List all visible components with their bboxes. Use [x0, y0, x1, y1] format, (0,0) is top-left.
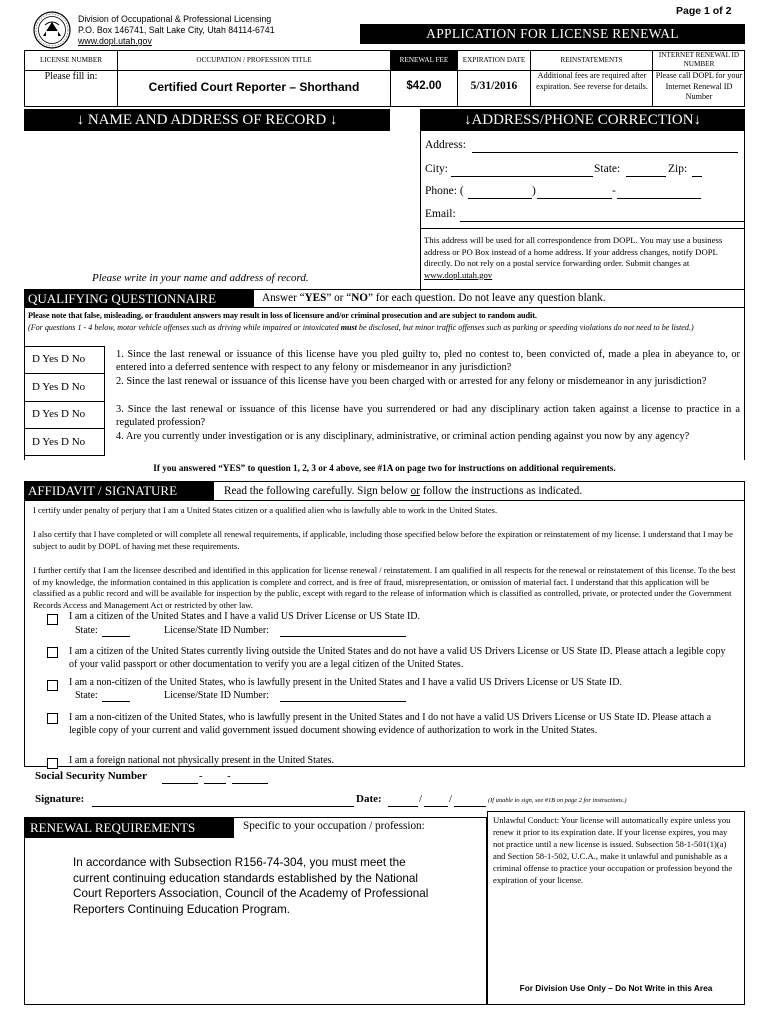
question-2: 2. Since the last renewal or issuance of this license have you been charged with or arrested for any felony or misdemeanor in any jurisdiction? — [116, 376, 707, 387]
option-1-checkbox[interactable] — [47, 614, 58, 625]
affidavit-banner: AFFIDAVIT / SIGNATURE — [24, 481, 214, 501]
questionnaire-banner: QUALIFYING QUESTIONNAIRE — [24, 289, 254, 308]
state-input[interactable] — [626, 176, 666, 177]
ssn-label: Social Security Number — [35, 770, 147, 782]
option-3-checkbox[interactable] — [47, 680, 58, 691]
phone-prefix-input[interactable] — [537, 198, 612, 199]
division-name: Division of Occupational & Professional Licensing — [78, 14, 272, 24]
address-correction-banner: ↓ADDRESS/PHONE CORRECTION↓ — [420, 109, 745, 131]
affidavit-para-1: I certify under penalty of perjury that I am a United States citizen or a qualified alien who is lawfully able to work in the United States. — [33, 505, 498, 515]
address-label: Address: — [425, 139, 466, 151]
affidavit-instruction: Read the following carefully. Sign below or follow the instructions as indicated. — [224, 485, 583, 497]
col-expiration: EXPIRATION DATE — [462, 56, 526, 64]
ssn-dash-2: - — [227, 770, 231, 782]
page-number: Page 1 of 2 — [676, 5, 732, 17]
option-1-license-label: License/State ID Number: — [164, 625, 269, 636]
q4-yes-no[interactable]: D Yes D No — [32, 436, 86, 448]
option-2-text: I am a citizen of the United States currently living outside the United States and do not have a valid US Drivers License or US State ID. Please attach a legible copy of your valid passport or other documentation to verify you are a legal citizen of the United States. — [69, 646, 726, 670]
reinstatements-note: Additional fees are required after expiration. See reverse for details. — [536, 71, 648, 91]
col-reinstatements: REINSTATEMENTS — [560, 56, 623, 64]
signature-note: (If unable to sign, see #1B on page 2 for instructions.) — [488, 797, 627, 804]
phone-paren: ) — [532, 185, 536, 197]
option-1-license-input[interactable] — [280, 636, 406, 637]
occupation-value: Certified Court Reporter – Shorthand — [148, 80, 360, 94]
question-1: 1. Since the last renewal or issuance of this license have you pled guilty to, pled no contest to, been convicted of, made a plea in abeyance to, or entered into a deferred sentence with respect to any felony or misdemeanor in any jurisdiction? — [116, 349, 740, 373]
option-5-text: I am a foreign national not physically present in the United States. — [69, 755, 334, 766]
address-input[interactable] — [472, 152, 738, 153]
yes-followup-note: If you answered “YES” to question 1, 2, 3 or 4 above, see #1A on page two for instructions on additional requirements. — [153, 463, 616, 473]
option-1-state-input[interactable] — [102, 636, 130, 637]
email-input[interactable] — [460, 221, 744, 222]
col-renewal-fee: RENEWAL FEE — [399, 56, 449, 64]
phone-area-input[interactable] — [468, 198, 532, 199]
option-4-text: I am a non-citizen of the United States, who is lawfully present in the United States and I do not have a valid US Drivers License or US State ID. Please attach a legible copy of your current and valid government issued document showing evidence of authorization to work in the United States. — [69, 712, 712, 736]
date-year-input[interactable] — [454, 806, 486, 807]
state-label: State: — [594, 163, 621, 175]
option-5-checkbox[interactable] — [47, 758, 58, 769]
city-input[interactable] — [451, 176, 593, 177]
division-website[interactable]: www.dopl.utah.gov — [78, 36, 152, 46]
option-3-license-label: License/State ID Number: — [164, 690, 269, 701]
option-3-text: I am a non-citizen of the United States, who is lawfully present in the United States and I have a valid US Drivers License or US State ID. — [69, 677, 622, 688]
question-4: 4. Are you currently under investigation or is any disciplinary, administrative, or criminal action pending against you now by any agency? — [116, 431, 690, 442]
date-sep-2: / — [449, 793, 453, 805]
expiration-value: 5/31/2016 — [470, 80, 518, 92]
phone-dash: - — [612, 185, 616, 197]
date-month-input[interactable] — [388, 806, 418, 807]
renewal-requirements-body: In accordance with Subsection R156-74-304, you must meet the current continuing education standards established by the National Court Reporters Association, Council of the Academy of Professional Reporters Continuing Education Program. — [73, 856, 429, 916]
ssn-part-3-input[interactable] — [232, 783, 268, 784]
correction-note-link[interactable]: www.dopl.utah.gov — [424, 269, 493, 280]
questionnaire-note: (For questions 1 - 4 below, motor vehicle offenses such as driving while impaired or intoxicated must be disclosed, but minor traffic offenses such as parking or speeding violations do not need to be listed.) — [28, 323, 694, 332]
renewal-fee-value: $42.00 — [406, 80, 442, 92]
city-label: City: — [425, 163, 449, 175]
q3-yes-no[interactable]: D Yes D No — [32, 408, 86, 420]
col-occupation: OCCUPATION / PROFESSION TITLE — [196, 56, 312, 64]
date-sep-1: / — [419, 793, 423, 805]
email-label: Email: — [425, 208, 456, 220]
option-3-license-input[interactable] — [280, 701, 406, 702]
option-4-checkbox[interactable] — [47, 713, 58, 724]
license-number-value[interactable]: Please fill in: — [44, 71, 98, 82]
q1-yes-no[interactable]: D Yes D No — [32, 353, 86, 365]
correction-note: This address will be used for all correspondence from DOPL. You may use a business address or PO Box instead of a home address. If your address changes, notify DOPL directly. Do not rely on a postal service forwarding order. Submit changes at www.dopl.utah.gov — [424, 235, 723, 280]
ssn-dash-1: - — [199, 770, 203, 782]
ssn-part-2-input[interactable] — [204, 783, 226, 784]
name-address-note: Please write in your name and address of record. — [92, 272, 309, 284]
col-license-number: LICENSE NUMBER — [39, 56, 103, 64]
ssn-part-1-input[interactable] — [162, 783, 198, 784]
renewal-requirements-banner: RENEWAL REQUIREMENTS — [24, 817, 234, 838]
option-2-checkbox[interactable] — [47, 647, 58, 658]
name-address-banner: ↓ NAME AND ADDRESS OF RECORD ↓ — [24, 109, 390, 131]
questionnaire-warning: Please note that false, misleading, or fraudulent answers may result in loss of licensure and/or criminal prosecution and are subject to random audit. — [28, 311, 537, 320]
option-1-text: I am a citizen of the United States and I have a valid US Driver License or US State ID. — [69, 611, 421, 622]
zip-label: Zip: — [668, 163, 688, 175]
affidavit-para-3: I further certify that I am the licensee described and identified in this application for license renewal / reinstatement. I am qualified in all respects for the renewal or reinstatement of this license. To the best of my knowledge, the information contained in this application is complete and correct, and is free of fraud, misrepresentation, or omission of material fact. I understand that this application will be classified as a public record and will be available for inspection by the public, except with regard to the release of information which is classified as controlled, private, or protected under the Government Records Access and Management Act or restricted by other law. — [33, 565, 736, 610]
questionnaire-instruction: Answer “YES” or “NO” for each question. Do not leave any question blank. — [262, 292, 606, 304]
division-address: P.O. Box 146741, Salt Lake City, Utah 84114-6741 — [78, 25, 275, 35]
date-day-input[interactable] — [424, 806, 448, 807]
zip-input[interactable] — [692, 176, 702, 177]
question-3: 3. Since the last renewal or issuance of this license have you surrendered or had any disciplinary action taken against a license to practice in a regulated profession? — [116, 404, 740, 428]
option-3-state-input[interactable] — [102, 701, 130, 702]
form-title: APPLICATION FOR LICENSE RENEWAL — [360, 24, 745, 44]
signature-input[interactable] — [92, 806, 354, 807]
utah-state-seal-icon — [33, 11, 71, 49]
signature-label: Signature: — [35, 793, 85, 805]
unlawful-conduct-note: Unlawful Conduct: Your license will automatically expire unless you renew it prior to its expiration date. If your license expires, you may not practice until a new license is issued. Subsection 58-1-501(1)(a) and Section 58-1-502, U.C.A., make it unlawful and punishable as a criminal offense to practice your occupation or profession beyond the expiration of your license. — [493, 815, 733, 885]
phone-label: Phone: ( — [425, 185, 464, 197]
date-label: Date: — [356, 793, 382, 805]
option-3-state-label: State: — [75, 690, 98, 701]
col-internet-renewal: INTERNET RENEWAL ID NUMBER — [658, 51, 740, 68]
q2-yes-no[interactable]: D Yes D No — [32, 381, 86, 393]
affidavit-para-2: I also certify that I have completed or will complete all renewal requirements, if applicable, including those specified below before the expiration or reinstatement of my license. I understand that I may be subject to audit by DOPL of having met these requirements. — [33, 529, 733, 551]
division-use-label: For Division Use Only – Do Not Write in this Area — [519, 983, 713, 993]
internet-renewal-note: Please call DOPL for your Internet Renewal ID Number — [655, 71, 743, 101]
phone-line-input[interactable] — [617, 198, 701, 199]
renewal-specific-label: Specific to your occupation / profession: — [243, 820, 425, 832]
option-1-state-label: State: — [75, 625, 98, 636]
